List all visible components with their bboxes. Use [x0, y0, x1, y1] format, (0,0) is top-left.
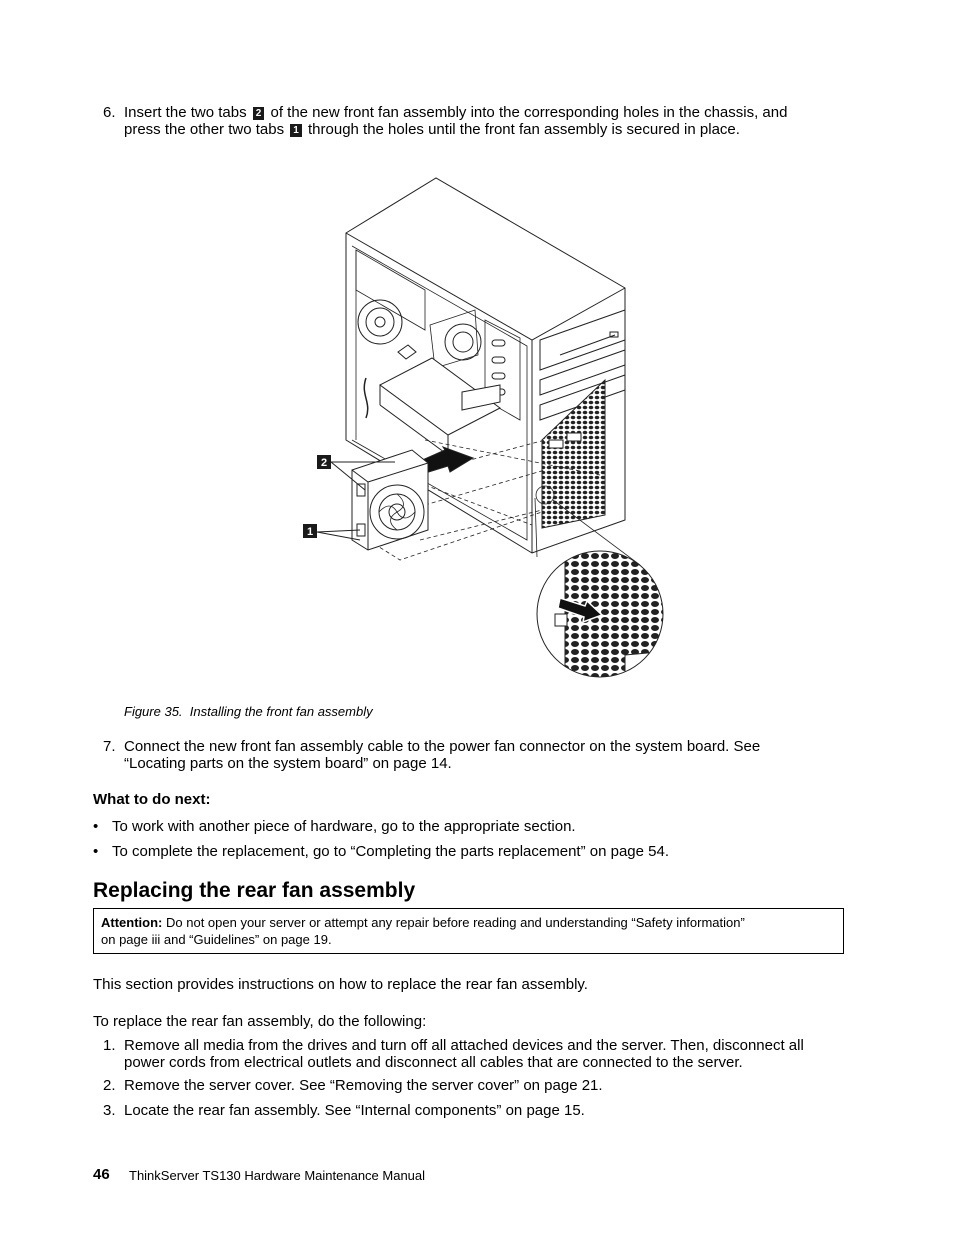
bullet-icon: •: [93, 843, 99, 860]
step-6-text-d: through the holes until the front fan assembly is secured in place.: [308, 121, 740, 138]
bullet-icon: •: [93, 818, 99, 835]
figure-caption-number: Figure 35.: [124, 704, 183, 719]
step-2-number: 2.: [103, 1077, 116, 1094]
step-6-number: 6.: [103, 104, 116, 121]
attention-line-1: [101, 914, 836, 931]
step-7-line-1: Connect the new front fan assembly cable to the power fan connector on the system board. See: [124, 738, 761, 755]
fan-installation-illustration: [290, 170, 680, 685]
step-3-number: 3.: [103, 1102, 116, 1119]
section-intro: This section provides instructions on how to replace the rear fan assembly.: [93, 976, 588, 993]
figure-caption-text: Installing the front fan assembly: [189, 704, 373, 719]
step-1-number: 1.: [103, 1037, 116, 1054]
attention-label: Attention:: [101, 915, 163, 930]
next-bullet-1: To work with another piece of hardware, go to the appropriate section.: [112, 818, 576, 835]
attention-text-2: on page iii and “Guidelines” on page 19.: [101, 932, 332, 947]
figure-caption: [124, 704, 373, 719]
step-6-text-c: press the other two tabs: [124, 121, 285, 138]
step-7-line-2: “Locating parts on the system board” on page 14.: [124, 755, 452, 772]
step-6-text-a: Insert the two tabs: [124, 104, 247, 121]
section-title: Replacing the rear fan assembly: [93, 879, 416, 902]
step-6-line-2: [124, 121, 844, 138]
callout-tab-2: 2: [253, 107, 265, 120]
attention-text-1: Do not open your server or attempt any repair before reading and understanding “Safety information”: [166, 915, 745, 930]
callout-2-label: 2: [320, 457, 328, 469]
callout-tab-1: 1: [290, 124, 302, 137]
footer-title: ThinkServer TS130 Hardware Maintenance Manual: [129, 1168, 426, 1183]
page-number: 46: [93, 1166, 110, 1183]
step-2-line-1: Remove the server cover. See “Removing the server cover” on page 21.: [124, 1077, 603, 1094]
step-1-line-1: Remove all media from the drives and turn off all attached devices and the server. Then, disconnect all: [124, 1037, 804, 1054]
step-6-line-1: [124, 104, 844, 121]
section-lead: To replace the rear fan assembly, do the following:: [93, 1013, 427, 1030]
step-1-line-2: power cords from electrical outlets and disconnect all cables that are connected to the server.: [124, 1054, 743, 1071]
step-7-number: 7.: [103, 738, 116, 755]
step-3-line-1: Locate the rear fan assembly. See “Internal components” on page 15.: [124, 1102, 585, 1119]
attention-notice: [93, 908, 844, 954]
callout-1-label: 1: [306, 526, 314, 538]
next-bullet-2: To complete the replacement, go to “Completing the parts replacement” on page 54.: [112, 843, 669, 860]
what-to-do-next-heading: What to do next:: [93, 791, 211, 808]
step-6-text-b: of the new front fan assembly into the corresponding holes in the chassis, and: [270, 104, 788, 121]
